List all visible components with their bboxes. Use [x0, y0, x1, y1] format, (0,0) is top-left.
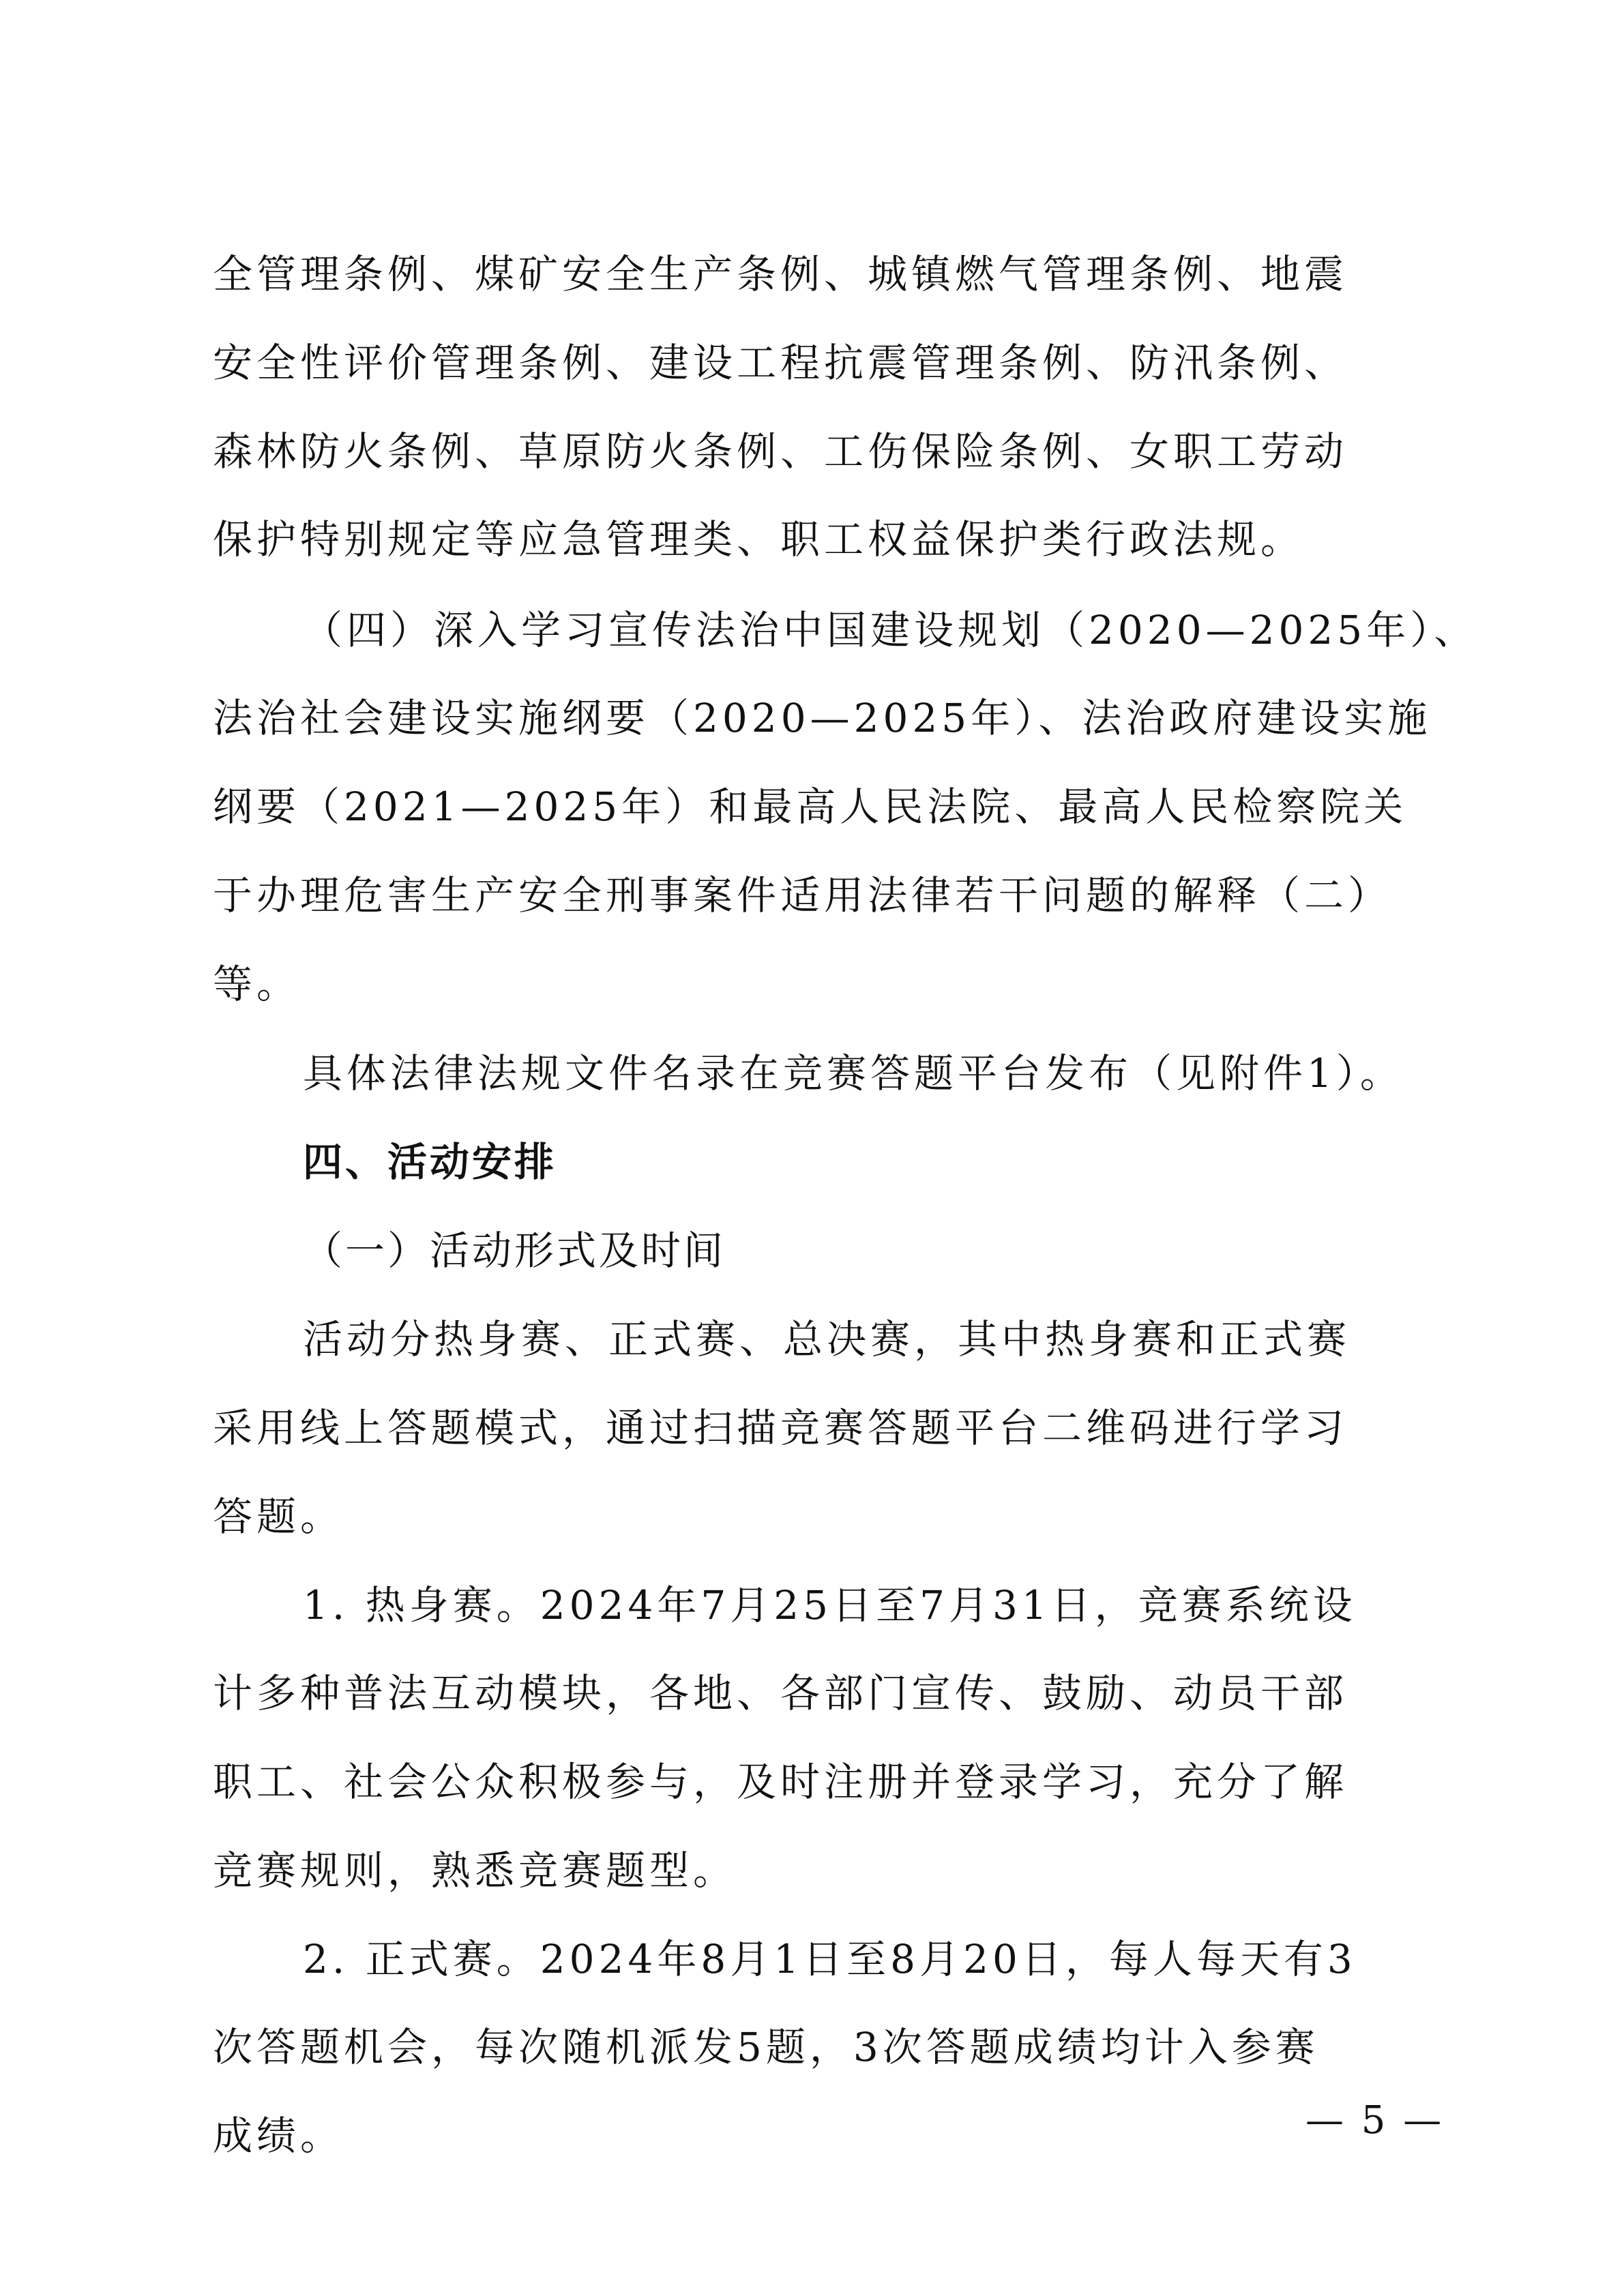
body-text-line: 保护特别规定等应急管理类、职工权益保护类行政法规。: [213, 516, 1305, 563]
body-text-line: 次答题机会，每次随机派发5题，3次答题成绩均计入参赛: [213, 2024, 1319, 2070]
body-text-line: 计多种普法互动模块，各地、各部门宣传、鼓励、动员干部: [213, 1670, 1348, 1716]
body-text-line: 等。: [213, 961, 301, 1007]
body-text-line: 2. 正式赛。2024年8月1日至8月20日，每人每天有3: [303, 1936, 1357, 1982]
body-text-line: 采用线上答题模式，通过扫描竞赛答题平台二维码进行学习: [213, 1405, 1348, 1451]
body-text-line: 安全性评价管理条例、建设工程抗震管理条例、防汛条例、: [213, 340, 1348, 386]
body-text-line: （四）深入学习宣传法治中国建设规划（2020—2025年）、: [303, 607, 1478, 653]
body-text-line: 成绩。: [213, 2113, 344, 2159]
body-text-line: 具体法律法规文件名录在竞赛答题平台发布（见附件1）。: [303, 1050, 1404, 1097]
body-text-line: 全管理条例、煤矿安全生产条例、城镇燃气管理条例、地震: [213, 251, 1348, 297]
section-heading: 四、活动安排: [303, 1139, 557, 1185]
body-text-line: 1. 热身赛。2024年7月25日至7月31日，竞赛系统设: [303, 1582, 1357, 1628]
page-number: — 5 —: [1305, 2098, 1445, 2143]
body-text-line: 森林防火条例、草原防火条例、工伤保险条例、女职工劳动: [213, 428, 1348, 475]
subsection-heading: （一）活动形式及时间: [303, 1227, 726, 1274]
body-text-line: 职工、社会公众积极参与，及时注册并登录学习，充分了解: [213, 1759, 1348, 1805]
body-text-line: 竞赛规则，熟悉竞赛题型。: [213, 1847, 737, 1894]
body-text-line: 法治社会建设实施纲要（2020—2025年）、法治政府建设实施: [213, 695, 1432, 741]
body-text-line: 活动分热身赛、正式赛、总决赛，其中热身赛和正式赛: [303, 1316, 1351, 1362]
body-text-line: 答题。: [213, 1493, 344, 1540]
body-text-line: 于办理危害生产安全刑事案件适用法律若干问题的解释（二）: [213, 872, 1392, 919]
body-text-line: 纲要（2021—2025年）和最高人民法院、最高人民检察院关: [213, 784, 1408, 830]
